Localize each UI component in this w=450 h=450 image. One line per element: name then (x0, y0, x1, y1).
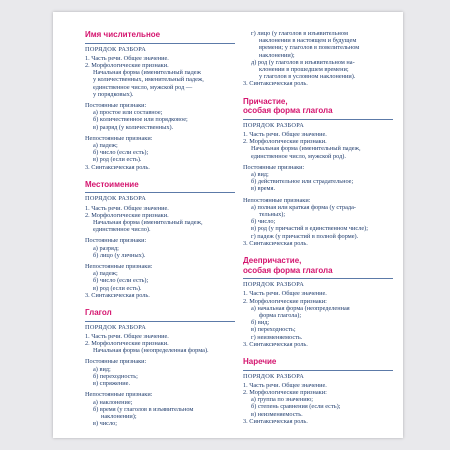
feature-item: а) наклонение; (93, 398, 133, 406)
step-2: 2. Морфологические признаки. (243, 138, 327, 146)
feature-item: б) количественное или порядковое; (93, 116, 188, 124)
order-heading: ПОРЯДОК РАЗБОРА (243, 372, 305, 380)
feature-item: д) род (у глаголов в изъявительном на- (251, 58, 355, 66)
feature-item: в) время. (251, 185, 276, 193)
step-3: 3. Синтаксическая роль. (243, 417, 308, 425)
feature-item: в) переходность; (251, 326, 296, 334)
initial-form-cont: единственное число, мужской род — (93, 83, 193, 91)
step-3: 3. Синтаксическая роль. (85, 291, 150, 299)
step-3: 3. Синтаксическая роль. (85, 163, 150, 171)
section-title-adverbial-participle: Деепричастие, (243, 256, 302, 266)
feature-item: а) простое или составное; (93, 109, 163, 117)
order-heading: ПОРЯДОК РАЗБОРА (85, 45, 147, 53)
feature-item: а) падеж; (93, 142, 118, 150)
feature-item: а) падеж; (93, 270, 118, 278)
variable-features-label: Непостоянные признаки: (243, 196, 311, 204)
feature-item: а) разряд; (93, 244, 119, 252)
order-heading: ПОРЯДОК РАЗБОРА (85, 323, 147, 331)
step-1: 1. Часть речи. Общее значение. (243, 381, 327, 389)
feature-item: б) переходность; (93, 372, 138, 380)
feature-item: б) лицо (у личных). (93, 251, 146, 259)
step-3: 3. Синтаксическая роль. (243, 239, 308, 247)
variable-features-label: Непостоянные признаки: (85, 134, 153, 142)
section-title-adverb: Наречие (243, 357, 277, 367)
feature-item-cont: наклонении); (101, 412, 137, 420)
feature-item: б) действительное или страдательное; (251, 178, 354, 186)
initial-form-cont: единственное число, мужской род). (251, 152, 346, 160)
step-2: 2. Морфологические признаки. (85, 211, 169, 219)
feature-item: а) вид; (93, 365, 111, 373)
feature-item-cont: времени; у глаголов в повелительном (259, 44, 360, 52)
step-1: 1. Часть речи. Общее значение. (85, 54, 169, 62)
feature-item: б) время (у глаголов в изъявительном (93, 405, 194, 413)
variable-features-label: Непостоянные признаки: (85, 391, 153, 399)
feature-item: г) неизменяемость. (251, 333, 303, 341)
step-2: 2. Морфологические признаки: (243, 297, 327, 305)
order-heading: ПОРЯДОК РАЗБОРА (243, 121, 305, 129)
step-2: 2. Морфологические признаки: (243, 389, 327, 397)
section-subtitle-adverbial-participle: особая форма глагола (243, 265, 333, 275)
section-subtitle-participle: особая форма глагола (243, 106, 333, 116)
constant-features-label: Постоянные признаки: (85, 237, 147, 245)
step-3: 3. Синтаксическая роль. (243, 340, 308, 348)
initial-form: Начальная форма (именительный падеж, (251, 145, 361, 153)
step-2: 2. Морфологические признаки. (85, 340, 169, 348)
variable-features-label: Непостоянные признаки: (85, 263, 153, 271)
feature-item: в) разряд (у количественных). (93, 123, 174, 131)
section-divider (243, 119, 393, 120)
initial-form: Начальная форма (именительный падеж (93, 69, 201, 77)
feature-item-cont: наклонении в настоящем и будущем (259, 37, 357, 45)
feature-item: б) число (если есть); (93, 277, 149, 285)
step-1: 1. Часть речи. Общее значение. (243, 131, 327, 139)
left-column (85, 30, 235, 438)
order-heading: ПОРЯДОК РАЗБОРА (243, 281, 305, 289)
section-divider (85, 192, 235, 193)
section-divider (85, 43, 235, 44)
feature-item-cont: форма глагола); (259, 312, 302, 320)
section-title-verb: Глагол (85, 308, 112, 318)
feature-item: а) начальная форма (неопределенная (251, 304, 350, 312)
constant-features-label: Постоянные признаки: (85, 358, 147, 366)
section-divider (243, 370, 393, 371)
initial-form-cont: у количественных, именительный падеж, (93, 76, 204, 84)
section-title-participle: Причастие, (243, 96, 288, 106)
step-2: 2. Морфологические признаки. (85, 62, 169, 69)
feature-item: б) число (если есть); (93, 149, 149, 157)
feature-item: в) род (если есть). (93, 156, 142, 164)
feature-item: в) род (у причастий в единственном числе); (251, 225, 368, 233)
feature-item: а) группа по значению; (251, 396, 314, 404)
step-1: 1. Часть речи. Общее значение. (243, 290, 327, 298)
feature-item: а) полная или краткая форма (у страда- (251, 203, 357, 211)
feature-item: г) лицо (у глаголов в изъявительном (251, 30, 348, 37)
constant-features-label: Постоянные признаки: (85, 102, 147, 110)
feature-item: б) степень сравнения (если есть); (251, 403, 341, 411)
feature-item: в) спряжение. (93, 380, 131, 388)
initial-form-cont: единственное число). (93, 226, 151, 234)
right-column (243, 30, 393, 438)
initial-form-cont: у порядковых). (93, 90, 134, 98)
feature-item-cont: наклонении); (259, 51, 295, 59)
feature-item: в) число; (93, 420, 118, 428)
initial-form: Начальная форма (неопределенная форма). (93, 347, 209, 355)
feature-item: б) вид; (251, 319, 270, 327)
feature-item-cont: клонении в прошедшем времени; (259, 66, 349, 74)
step-3: 3. Синтаксическая роль. (243, 80, 308, 88)
section-title-numeral: Имя числительное (85, 30, 161, 39)
feature-item: а) вид; (251, 171, 269, 179)
feature-item: г) падеж (у причастий в полной форме). (251, 232, 359, 240)
feature-item: в) род (если есть). (93, 284, 142, 292)
step-1: 1. Часть речи. Общее значение. (85, 332, 169, 340)
feature-item: б) число; (251, 218, 276, 226)
feature-item: в) неизменяемость. (251, 410, 303, 418)
feature-item-cont: тельных); (259, 211, 286, 219)
section-divider (243, 278, 393, 279)
section-title-pronoun: Местоимение (85, 179, 139, 189)
initial-form: Начальная форма (именительный падеж, (93, 219, 203, 227)
grammar-page (53, 12, 403, 438)
step-1: 1. Часть речи. Общее значение. (85, 204, 169, 212)
section-divider (85, 321, 235, 322)
constant-features-label: Постоянные признаки: (243, 163, 305, 171)
order-heading: ПОРЯДОК РАЗБОРА (85, 195, 147, 203)
feature-item-cont: у глаголов в условном наклонении). (259, 73, 356, 81)
